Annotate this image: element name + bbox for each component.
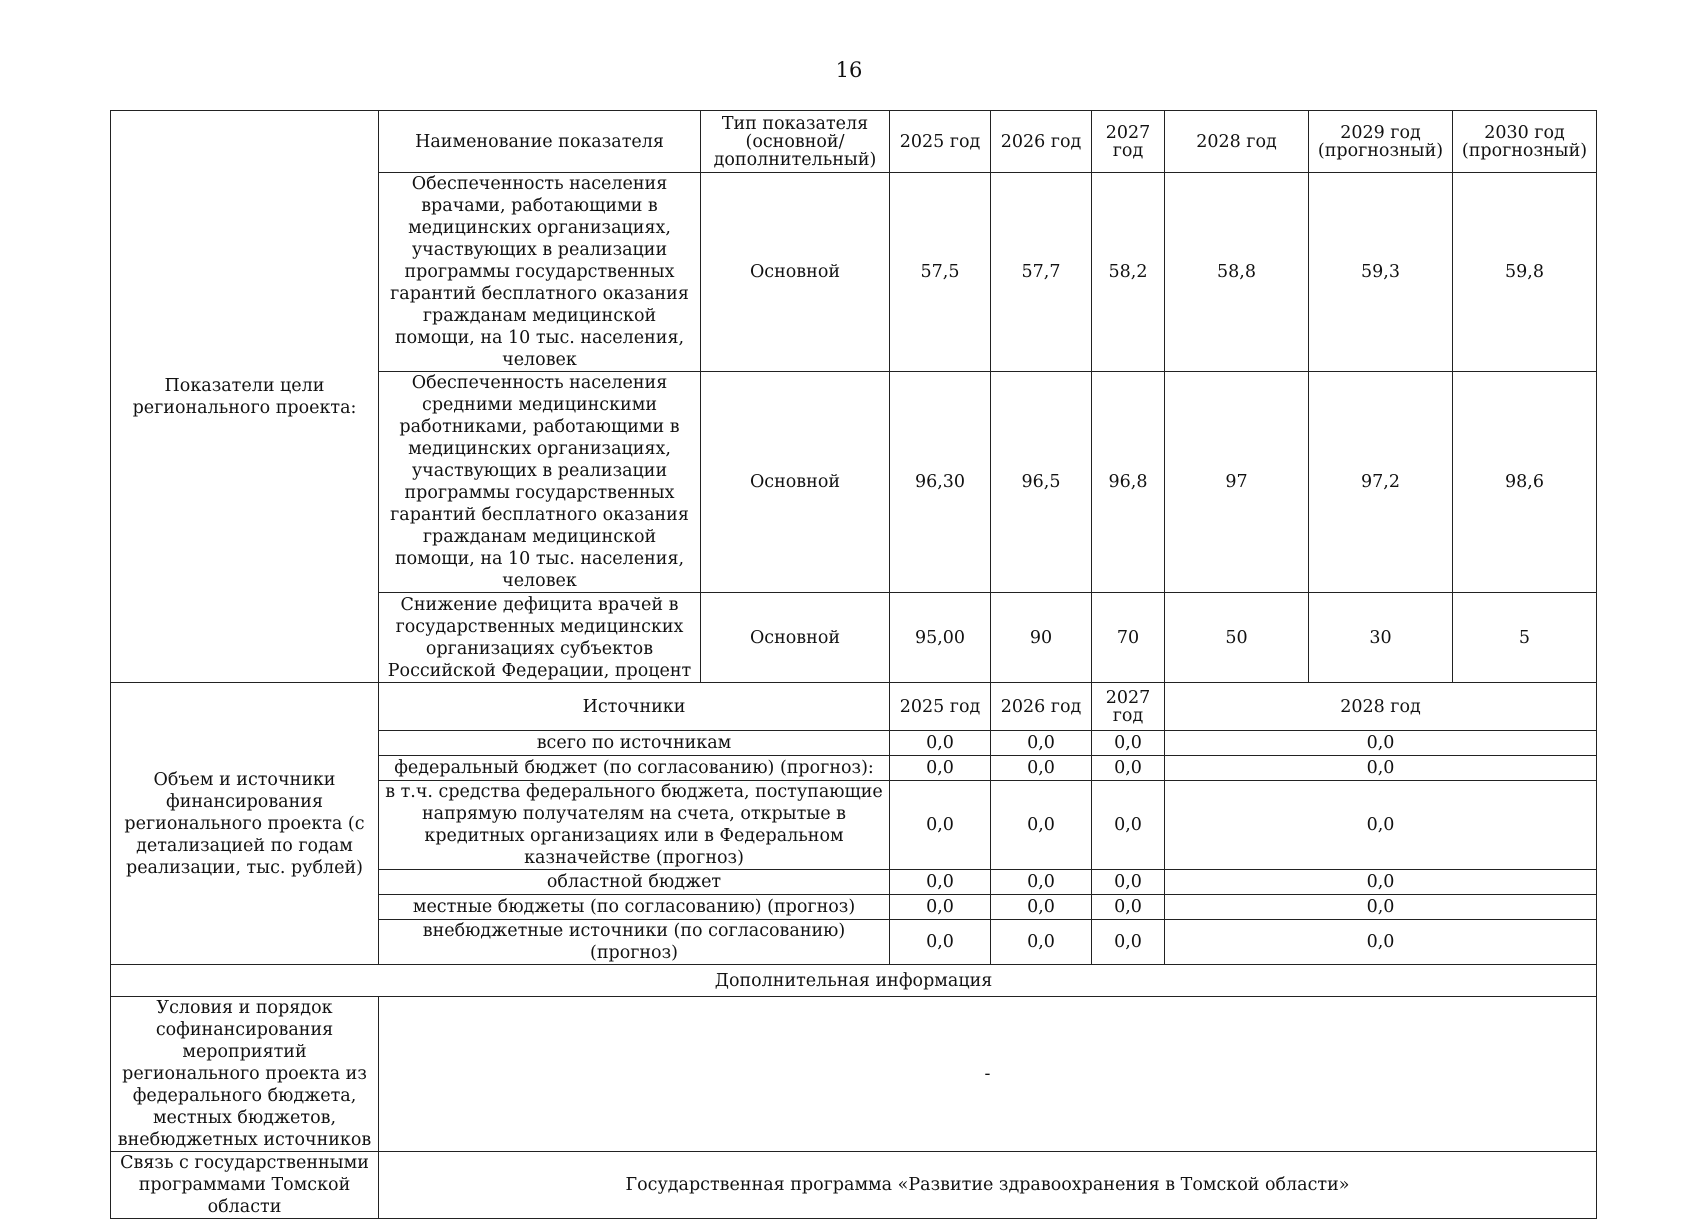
indicators-header-row <box>111 111 1597 173</box>
financing-header-row <box>111 683 1597 731</box>
indicator-value-2029: 59,3 <box>1309 173 1453 372</box>
header-2025: 2025 год <box>890 683 991 731</box>
state-programs-value: Государственная программа «Развитие здравоохранения в Томской области» <box>379 1152 1597 1219</box>
indicator-type: Основной <box>701 372 890 593</box>
indicator-value-2028: 58,8 <box>1165 173 1309 372</box>
indicator-value-2028: 97 <box>1165 372 1309 593</box>
indicator-value-2030: 98,6 <box>1453 372 1597 593</box>
indicator-name: Обеспеченность населения средними медицинскими работниками, работающими в медицинских организациях, участвующих в реализации программы государственных гарантий бесплатного оказания гражданам медицинской помощи, на 10 тыс. населения, человек <box>379 372 701 593</box>
financing-value-2027: 0,0 <box>1092 731 1165 756</box>
header-2026: 2026 год <box>991 111 1092 173</box>
financing-value-2025: 0,0 <box>890 781 991 870</box>
indicator-value-2027: 70 <box>1092 593 1165 683</box>
financing-value-2028: 0,0 <box>1165 731 1597 756</box>
financing-value-2025: 0,0 <box>890 870 991 895</box>
header-2028: 2028 год <box>1165 111 1309 173</box>
financing-value-2027: 0,0 <box>1092 781 1165 870</box>
financing-value-2028: 0,0 <box>1165 756 1597 781</box>
indicator-type: Основной <box>701 173 890 372</box>
indicator-value-2026: 90 <box>991 593 1092 683</box>
financing-value-2027: 0,0 <box>1092 920 1165 965</box>
financing-value-2026: 0,0 <box>991 756 1092 781</box>
header-2027: 2027 год <box>1092 111 1165 173</box>
financing-value-2026: 0,0 <box>991 781 1092 870</box>
financing-row-label: Объем и источники финансирования регионального проекта (с детализацией по годам реализации, тыс. рублей) <box>111 683 379 965</box>
header-indicator-name: Наименование показателя <box>379 111 701 173</box>
financing-value-2027: 0,0 <box>1092 895 1165 920</box>
header-indicator-type: Тип показателя (основной/ дополнительный) <box>701 111 890 173</box>
indicator-value-2025: 57,5 <box>890 173 991 372</box>
financing-source: внебюджетные источники (по согласованию) (прогноз) <box>379 920 890 965</box>
financing-source: местные бюджеты (по согласованию) (прогноз) <box>379 895 890 920</box>
financing-value-2026: 0,0 <box>991 920 1092 965</box>
indicator-type: Основной <box>701 593 890 683</box>
financing-value-2025: 0,0 <box>890 756 991 781</box>
financing-value-2025: 0,0 <box>890 895 991 920</box>
header-2028: 2028 год <box>1165 683 1597 731</box>
indicator-value-2025: 96,30 <box>890 372 991 593</box>
financing-value-2028: 0,0 <box>1165 870 1597 895</box>
indicator-value-2030: 5 <box>1453 593 1597 683</box>
financing-value-2026: 0,0 <box>991 731 1092 756</box>
financing-value-2025: 0,0 <box>890 731 991 756</box>
financing-value-2027: 0,0 <box>1092 756 1165 781</box>
indicator-value-2026: 57,7 <box>991 173 1092 372</box>
cofinancing-label: Условия и порядок софинансирования мероприятий регионального проекта из федерального бюджета, местных бюджетов, внебюджетных источников <box>111 997 379 1152</box>
cofinancing-value: - <box>379 997 1597 1152</box>
indicator-value-2027: 96,8 <box>1092 372 1165 593</box>
header-2027: 2027 год <box>1092 683 1165 731</box>
state-programs-label: Связь с государственными программами Томской области <box>111 1152 379 1219</box>
header-sources: Источники <box>379 683 890 731</box>
financing-value-2025: 0,0 <box>890 920 991 965</box>
additional-info-label: Дополнительная информация <box>111 965 1597 997</box>
cofinancing-row <box>111 997 1597 1152</box>
financing-value-2027: 0,0 <box>1092 870 1165 895</box>
indicator-value-2029: 30 <box>1309 593 1453 683</box>
indicators-row-label: Показатели цели регионального проекта: <box>111 111 379 683</box>
project-passport-table <box>110 110 1597 1219</box>
financing-value-2028: 0,0 <box>1165 920 1597 965</box>
indicator-value-2030: 59,8 <box>1453 173 1597 372</box>
additional-info-row <box>111 965 1597 997</box>
header-2030: 2030 год (прогнозный) <box>1453 111 1597 173</box>
indicator-value-2025: 95,00 <box>890 593 991 683</box>
indicator-value-2029: 97,2 <box>1309 372 1453 593</box>
financing-source: областной бюджет <box>379 870 890 895</box>
financing-value-2028: 0,0 <box>1165 895 1597 920</box>
financing-value-2028: 0,0 <box>1165 781 1597 870</box>
header-2029: 2029 год (прогнозный) <box>1309 111 1453 173</box>
financing-value-2026: 0,0 <box>991 870 1092 895</box>
header-2025: 2025 год <box>890 111 991 173</box>
financing-value-2026: 0,0 <box>991 895 1092 920</box>
page-number: 16 <box>835 58 863 82</box>
financing-source: федеральный бюджет (по согласованию) (прогноз): <box>379 756 890 781</box>
header-2026: 2026 год <box>991 683 1092 731</box>
indicator-value-2028: 50 <box>1165 593 1309 683</box>
financing-source: в т.ч. средства федерального бюджета, поступающие напрямую получателям на счета, открытые в кредитных организациях или в Федеральном казначействе (прогноз) <box>379 781 890 870</box>
financing-source: всего по источникам <box>379 731 890 756</box>
indicator-value-2027: 58,2 <box>1092 173 1165 372</box>
state-programs-row <box>111 1152 1597 1219</box>
indicator-name: Обеспеченность населения врачами, работающими в медицинских организациях, участвующих в реализации программы государственных гарантий бесплатного оказания гражданам медицинской помощи, на 10 тыс. населения, человек <box>379 173 701 372</box>
indicator-value-2026: 96,5 <box>991 372 1092 593</box>
indicator-name: Снижение дефицита врачей в государственных медицинских организациях субъектов Российской Федерации, процент <box>379 593 701 683</box>
